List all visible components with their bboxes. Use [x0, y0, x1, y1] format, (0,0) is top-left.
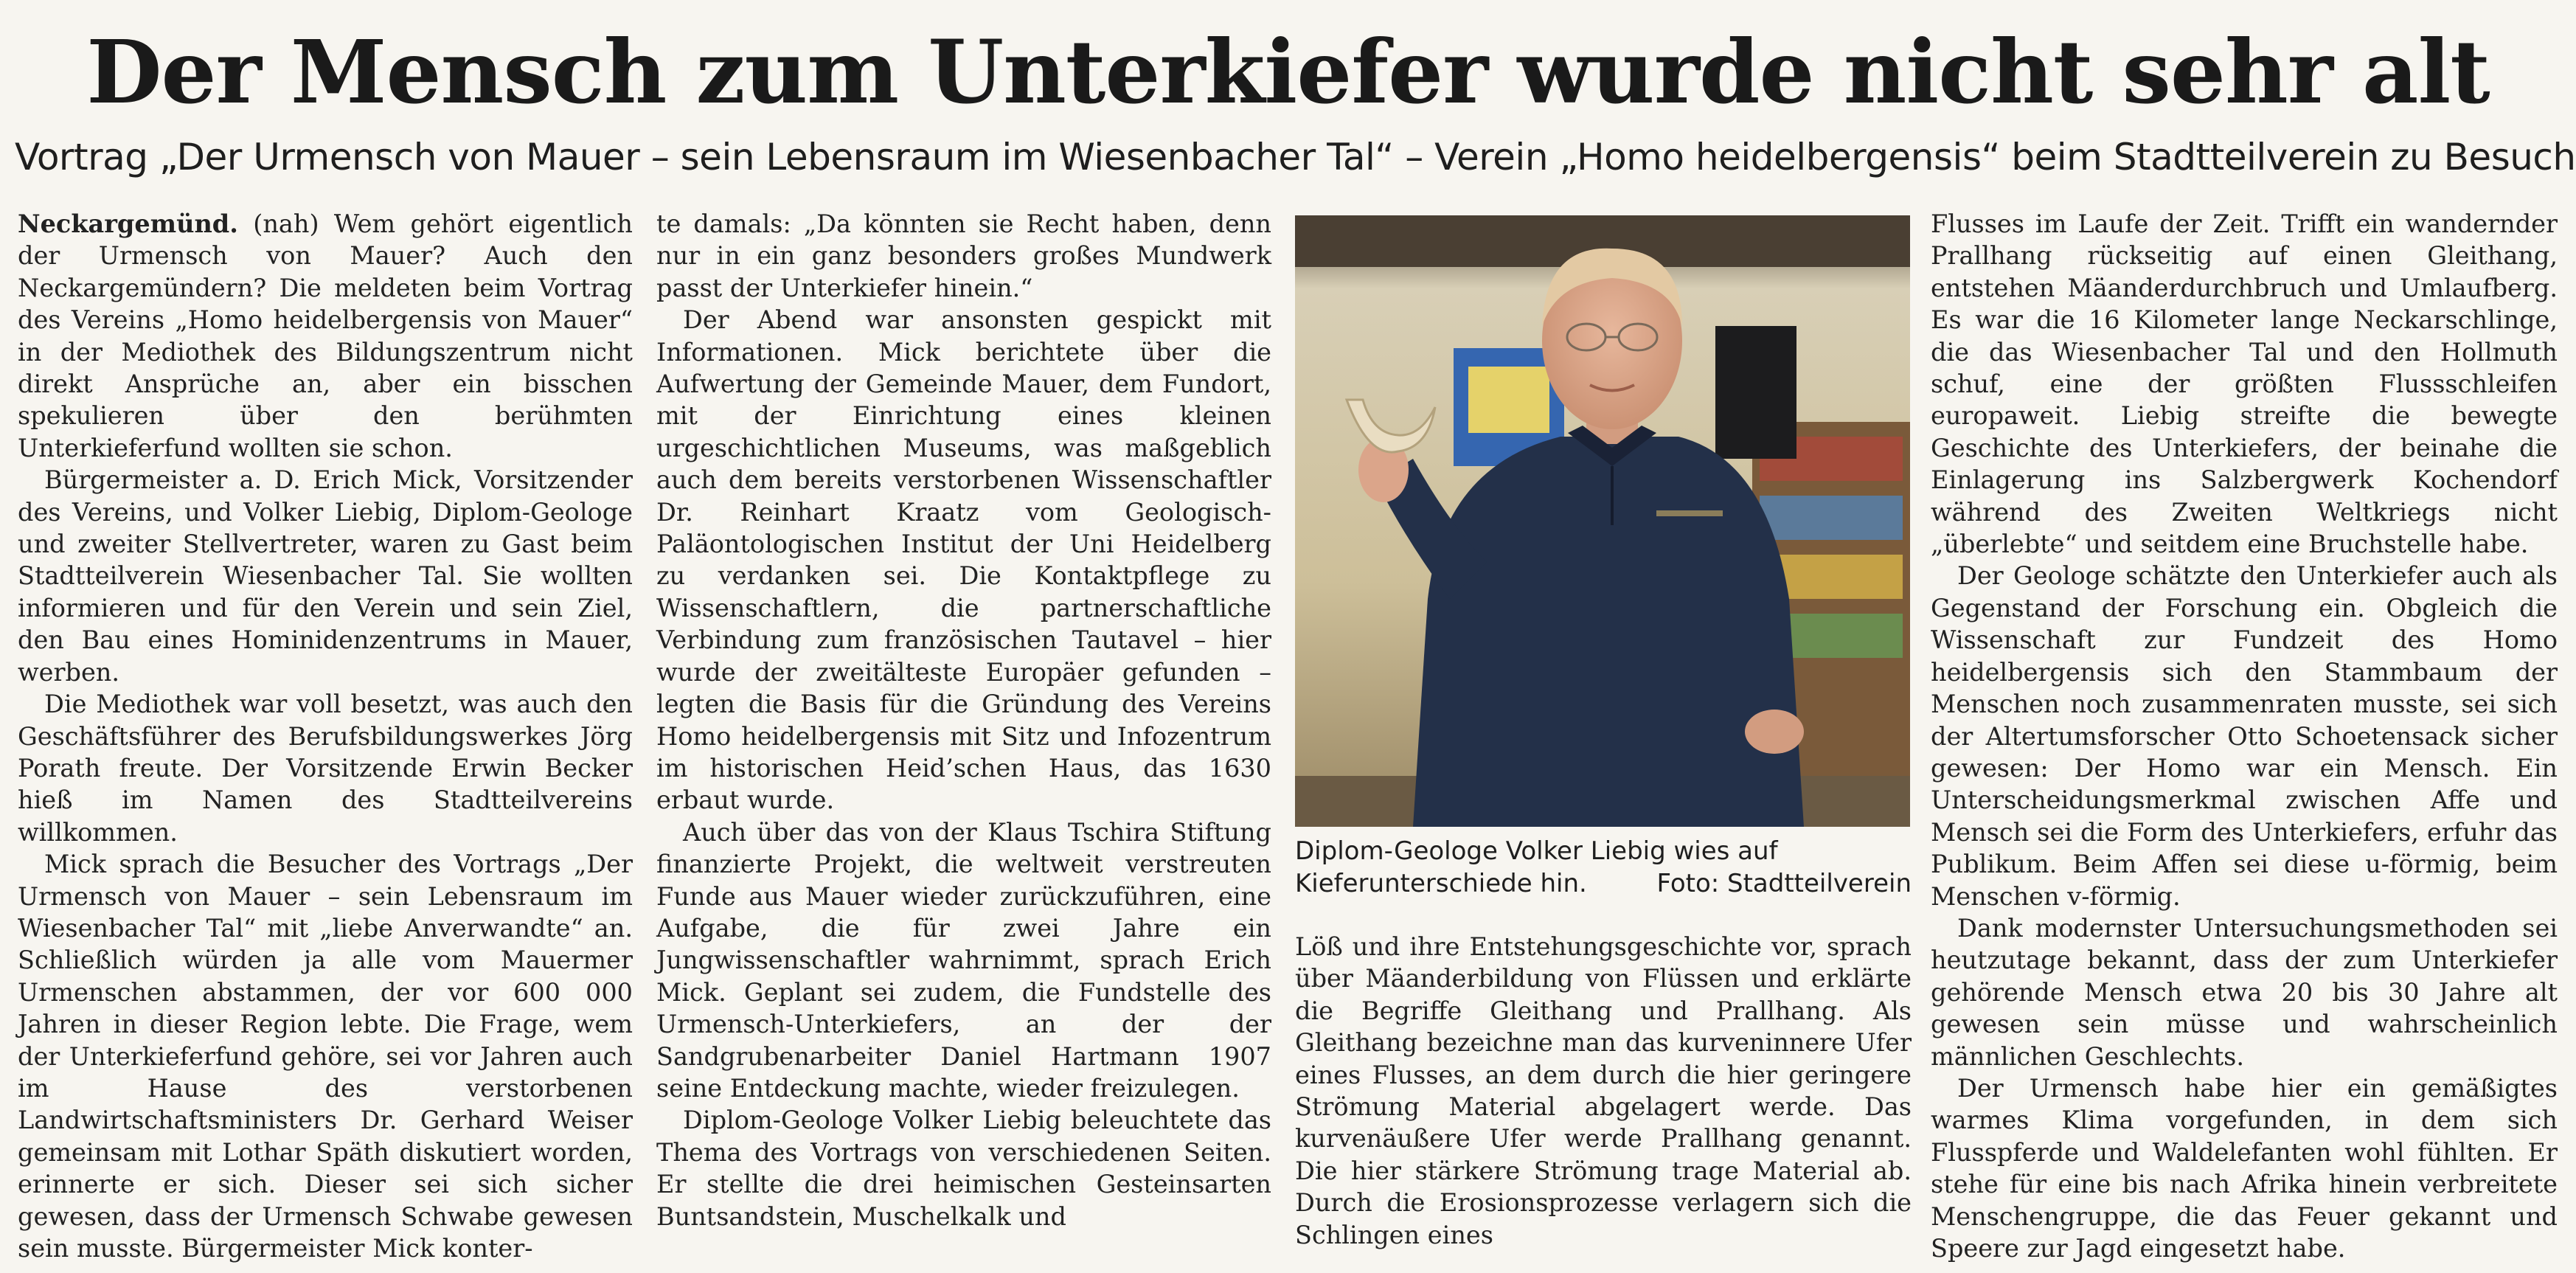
paragraph: Die Mediothek war voll besetzt, was auch den Geschäftsführer des Berufsbildungswerkes Jörg Porath freute. Der Vorsitzende Erwin Becker hieß im Namen des Stadtteilvereins willkommen. — [18, 690, 633, 847]
paragraph: Diplom-Geologe Volker Liebig beleuchtete das Thema des Vortrags von verschiedenen Seiten. Er stellte die drei heimischen Gesteinsarten Buntsandstein, Muschelkalk und — [656, 1106, 1271, 1231]
article-column-3 — [1295, 931, 1912, 1251]
paragraph: Mick sprach die Besucher des Vortrags „Der Urmensch von Mauer – sein Lebensraum im Wiesenbacher Tal“ mit „liebe Anverwandte“ an. Schließlich würden ja alle vom Mauermer Urmenschen abstammen, der vor 600 000 Jahren in dieser Region lebte. Die Frage, wem der Unterkieferfund gehöre, sei vor Jahren auch im Hause des verstorbenen Landwirtschaftsministers Dr. Gerhard Weiser gemeinsam mit Lothar Späth diskutiert worden, erinnerte er sich. Dieser sei sich sicher gewesen, dass der Urmensch Schwabe gewesen sein musste. Bürgermeister Mick konter- — [18, 850, 633, 1263]
paragraph: te damals: „Da könnten sie Recht haben, denn nur in ein ganz besonders großes Mundwerk passt der Unterkiefer hinein.“ — [656, 209, 1271, 302]
photo-caption — [1295, 835, 1912, 900]
paragraph: Der Geologe schätzte den Unterkiefer auch als Gegenstand der Forschung ein. Obgleich die Wissenschaft zur Fundzeit des Homo heidelbergensis sich den Stammbaum der Menschen noch zusammenraten musste, sei sich der Altertumsforscher Otto Schoetensack sicher gewesen: Der Homo war ein Mensch. Ein Unterscheidungsmerkmal zwischen Affe und Mensch sei die Form des Unterkiefers, erfuhr das Publikum. Beim Affen sei diese u-förmig, beim Menschen v-förmig. — [1931, 561, 2558, 911]
dateline: Neckargemünd. — [18, 209, 238, 238]
caption-text: Diplom-Geologe Volker Liebig wies auf Kieferunterschiede hin. — [1295, 836, 1778, 898]
paragraph: Der Abend war ansonsten gespickt mit Informationen. Mick berichtete über die Aufwertung der Gemeinde Mauer, dem Fundort, mit der Einrichtung eines kleinen urgeschichtlichen Museums, was maßgeblich auch dem bereits verstorbenen Wissenschaftler Dr. Reinhart Kraatz vom Geologisch-Paläontologischen Institut der Uni Heidelberg zu verdanken sei. Die Kontaktpflege zu Wissenschaftlern, die partnerschaftliche Verbindung zum französischen Tautavel – hier wurde der zweitälteste Europäer gefunden – legten die Basis für die Gründung des Vereins Homo heidelbergensis mit Sitz und Infozentrum im historischen Heid’schen Haus, das 1630 erbaut wurde. — [656, 305, 1271, 815]
paragraph: Der Urmensch habe hier ein gemäßigtes warmes Klima vorgefunden, in dem sich Flusspferde und Waldelefanten wohl fühlten. Er stehe für eine bis nach Afrika hinein verbreitete Menschengruppe, die das Feuer gekannt und Speere zur Jagd eingesetzt habe. — [1931, 1073, 2558, 1263]
article-column-2 — [656, 208, 1271, 1232]
paragraph-text: (nah) Wem gehört eigentlich der Urmensch von Mauer? Auch den Neckargemündern? Die meldeten beim Vortrag des Vereins „Homo heidelbergensis von Mauer“ in der Mediothek des Bildungszentrum nicht direkt Ansprüche an, aber ein bisschen spekulieren über den berühmten Unterkieferfund wollten sie schon. — [18, 209, 633, 462]
article-column-4 — [1931, 208, 2558, 1264]
paragraph — [18, 208, 633, 464]
paragraph: Bürgermeister a. D. Erich Mick, Vorsitzender des Vereins, und Volker Liebig, Diplom-Geologe und zweiter Stellvertreter, waren zu Gast beim Stadtteilverein Wiesenbacher Tal. Sie wollten informieren und für den Verein und sein Ziel, den Bau eines Hominidenzentrums in Mauer, werben. — [18, 465, 633, 687]
paragraph: Flusses im Laufe der Zeit. Trifft ein wandernder Prallhang rückseitig auf einen Gleithang, entstehen Mäanderdurchbruch und Umlaufberg. Es war die 16 Kilometer lange Neckarschlinge, die das Wiesenbacher Tal und den Hollmuth schuf, eine der größten Flussschleifen europaweit. Liebig streifte die bewegte Geschichte des Unterkiefers, der beinahe die Einlagerung ins Salzbergwerk Kochendorf während des Zweiten Weltkriegs nicht „überlebte“ und seitdem eine Bruchstelle habe. — [1931, 209, 2558, 559]
paragraph: Dank modernster Untersuchungsmethoden sei heutzutage bekannt, dass der zum Unterkiefer gehörende Mensch etwa 20 bis 30 Jahre alt gewesen sein müsse und wahrscheinlich männlichen Geschlechts. — [1931, 913, 2558, 1071]
paragraph: Löß und ihre Entstehungsgeschichte vor, sprach über Mäanderbildung von Flüssen und erklärte die Begriffe Gleithang und Prallhang. Als Gleithang bezeichne man das kurveninnere Ufer eines Flusses, an dem durch die hier geringere Strömung Material abgelagert werde. Das kurvenäußere Ufer werde Prallhang genannt. Die hier stärkere Strömung trage Material ab. Durch die Erosionsprozesse verlagern sich die Schlingen eines — [1295, 932, 1912, 1249]
photo-illustration — [1295, 215, 1910, 827]
subheadline: Vortrag „Der Urmensch von Mauer – sein Lebensraum im Wiesenbacher Tal“ – Verein „Homo heidelbergensis“ beim Stadtteilverein zu Besuch — [15, 136, 2576, 178]
headline: Der Mensch zum Unterkiefer wurde nicht sehr alt — [86, 21, 2490, 123]
article-photo — [1295, 215, 1910, 827]
article-column-1 — [18, 208, 633, 1264]
paragraph: Auch über das von der Klaus Tschira Stiftung finanzierte Projekt, die weltweit verstreuten Funde aus Mauer wieder zurückzuführen, eine Aufgabe, die für zwei Jahre ein Jungwissenschaftler wahrnimmt, sprach Erich Mick. Geplant sei zudem, die Fundstelle des Urmensch-Unterkiefers, an der der Sandgrubenarbeiter Daniel Hartmann 1907 seine Entdeckung machte, wieder freizulegen. — [656, 817, 1271, 1103]
photo-credit: Foto: Stadtteilverein — [1656, 869, 1912, 898]
